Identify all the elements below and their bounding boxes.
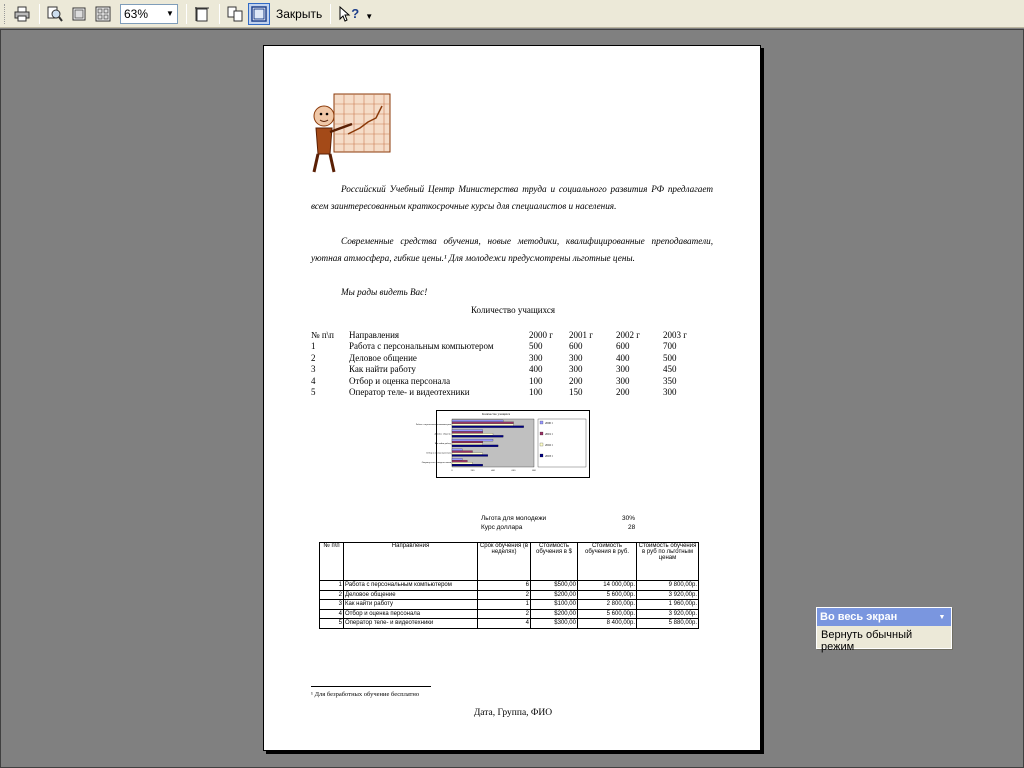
table-cell: 100 [529,375,543,386]
chart-bar [452,443,483,445]
chart-bar [452,433,493,435]
footnote: ¹ Для безработных обучение бесплатно [311,691,420,698]
table-cell: 100 [529,387,543,398]
chart-bar [452,458,462,460]
chart-category-label: Отбор и оценка персонала [426,452,451,455]
table-cell: 1 960,00р. [637,600,699,610]
table-row [320,581,699,591]
table-row [320,590,699,600]
chart-category-label: Оператор теле- и видеотехники [421,462,451,465]
table-cell: 3 [311,364,316,375]
prices-table [319,542,699,629]
table-row [320,600,699,610]
table-cell: Оператор теле- и видеотехники [344,619,478,629]
chart-tick-label: 800 [532,469,536,472]
table-cell: 700 [663,341,677,352]
chart-bar [452,464,483,466]
table-row [311,341,703,353]
chart-bar [452,453,483,455]
table-cell: 600 [616,341,630,352]
chart-tick-label: 400 [491,469,495,472]
table-cell: 400 [616,352,630,363]
full-screen-title-text: Во весь экран [820,611,898,623]
chart-legend-label: 2003 г [545,454,553,458]
table-cell: Работа с персональным компьютером [344,581,478,591]
discount-label: Льгота для молодежи [481,515,547,522]
table-cell: 2 [311,352,316,363]
chart-legend-label: 2002 г [545,443,553,447]
rate-label: Курс доллара [481,524,523,531]
table-cell: $300,00 [531,619,578,629]
table-header-cell: 2000 г [529,329,553,340]
table-header-cell: 2003 г [663,329,687,340]
table-cell: 1 [478,600,531,610]
table-cell: 500 [529,341,543,352]
full-screen-toolbar-title[interactable] [817,608,951,626]
table-header-row [320,543,699,581]
shrink-to-fit-button[interactable] [224,3,246,25]
chart-legend-swatch [540,421,543,424]
table-header-cell: № п\п [311,329,334,340]
full-screen-icon [251,6,267,22]
table-cell: 500 [663,352,677,363]
table-header-cell: Стоимость обучения в $ [531,543,578,581]
document-page [263,45,761,751]
toolbar-separator [330,4,331,24]
magnifier-icon [47,6,63,22]
table-cell: 2 [478,609,531,619]
rate-value: 28 [628,524,636,531]
table-cell: 3 920,00р. [637,609,699,619]
table-cell: 4 [478,619,531,629]
table-header-cell: Стоимость обучения в руб по льготным ценам [637,543,699,581]
table-cell: Отбор и оценка персонала [349,375,451,386]
table-cell: 350 [663,375,677,386]
table-cell: 3 [320,600,344,610]
help-question-mark: ? [351,6,360,21]
one-page-icon [71,6,87,22]
chevron-down-icon[interactable]: ▼ [938,613,946,621]
help-arrow-icon [339,6,351,22]
chart-bar [452,430,483,432]
table-header-cell: 2002 г [616,329,640,340]
table-cell: 200 [616,387,630,398]
chart-bar [452,422,514,424]
table-row [311,387,703,399]
table-cell: 2 [478,590,531,600]
discount-value: 30% [622,515,636,522]
table-cell: 2 800,00р. [578,600,637,610]
chart-bar [452,445,498,447]
table-cell: 600 [569,341,583,352]
table-header-cell: Срок обучения (в неделях) [478,543,531,581]
table-cell: $200,00 [531,590,578,600]
table-cell: 4 [311,375,316,386]
table-cell: 3 920,00р. [637,590,699,600]
table-cell: 300 [529,352,543,363]
table-header-cell: № п\п [320,543,344,581]
full-screen-toolbar [816,607,952,653]
context-help-button[interactable] [335,3,363,25]
one-page-button[interactable] [68,3,90,25]
table-cell: 1 [320,581,344,591]
chart-legend-label: 2001 г [545,432,553,436]
table-row [311,352,703,364]
students-table [311,329,703,398]
table-cell: Как найти работу [344,600,478,610]
table-row [320,619,699,629]
table-cell: 200 [569,375,583,386]
page-footer: Дата, Группа, ФИО [473,708,553,718]
print-preview-toolbar [0,0,1024,28]
chart-tick-label: 0 [451,469,453,472]
table-cell: Отбор и оценка персонала [344,609,478,619]
multiple-pages-button[interactable] [92,3,114,25]
table-title: Количество учащихся [471,305,555,315]
chart-category-label: Деловое общение [434,433,451,436]
table-cell: 2 [320,590,344,600]
table-cell: 400 [529,364,543,375]
chart-bar [452,462,473,464]
table-cell: 5 [311,387,316,398]
teacher-chart-clipart [308,94,392,174]
table-cell: Деловое общение [349,352,417,363]
table-row [320,609,699,619]
chart-bar [452,439,493,441]
table-cell: 5 880,00р. [637,619,699,629]
table-cell: 300 [663,387,677,398]
print-button[interactable] [11,3,33,25]
table-cell: Как найти работу [349,364,416,375]
table-header-cell: Направления [344,543,478,581]
shrink-to-fit-icon [227,6,243,22]
view-ruler-button[interactable] [191,3,213,25]
toolbar-separator [39,4,40,24]
multiple-pages-icon [95,6,111,22]
table-cell: $100,00 [531,600,578,610]
intro-paragraph: Российский Учебный Центр Министерства труда и социального развития РФ предлагает всем заинтересованным краткосрочные курсы для специалистов и населения. [311,184,713,212]
table-cell: 9 800,00р. [637,581,699,591]
table-cell: 14 000,00р. [578,581,637,591]
chart-legend-swatch [540,443,543,446]
ruler-icon [194,6,210,22]
restore-normal-mode-button[interactable]: Вернуть обычный режим [821,629,913,653]
close-preview-button[interactable]: Закрыть [276,6,323,21]
chart-legend-label: 2000 г [545,421,553,425]
chart-tick-label: 200 [470,469,475,472]
chart-title: Количество учащихся [482,412,510,416]
table-cell: 300 [616,375,630,386]
chart-category-label: Работа с персональным компьютером [415,423,451,426]
table-cell: 5 [320,619,344,629]
zoom-select[interactable] [120,4,178,24]
table-cell: 6 [478,581,531,591]
table-cell: Оператор теле- и видеотехники [349,387,470,398]
chart-tick-label: 600 [511,469,516,472]
table-header-cell: 2001 г [569,329,593,340]
table-cell: $500,00 [531,581,578,591]
table-row [311,364,703,376]
chart-legend-swatch [540,432,543,435]
chevron-down-icon[interactable]: ▼ [166,9,174,18]
table-cell: $200,00 [531,609,578,619]
chart-bar [452,435,503,437]
table-row [311,375,703,387]
table-cell: Деловое общение [344,590,478,600]
table-header-row [311,329,703,341]
printer-icon [14,6,30,22]
chart-bar [452,426,524,428]
chart-legend-swatch [540,454,543,457]
students-chart [415,410,590,478]
table-cell: 300 [569,352,583,363]
magnifier-button[interactable] [44,3,66,25]
chart-bar [452,420,503,422]
chart-category-label: Как найти работу [434,443,451,445]
toolbar-grip[interactable] [4,4,7,24]
table-cell: 1 [311,341,316,352]
table-cell: 300 [616,364,630,375]
chart-bar [452,424,514,426]
table-cell: 5 600,00р. [578,590,637,600]
zoom-value: 63% [124,6,149,21]
toolbar-options-chevron[interactable]: ▼ [365,12,374,21]
table-cell: 4 [320,609,344,619]
chart-bar [452,431,483,433]
chart-bar [452,449,462,451]
chart-bar [452,460,467,462]
toolbar-separator [219,4,220,24]
chart-bar [452,441,483,443]
table-header-cell: Стоимость обучения в руб. [578,543,637,581]
full-screen-button[interactable] [248,3,270,25]
welcome-paragraph: Мы рады видеть Вас! [341,287,428,297]
table-cell: 150 [569,387,583,398]
table-cell: 300 [569,364,583,375]
chart-bar [452,455,488,457]
table-cell: Работа с персональным компьютером [349,341,494,352]
footnote-separator [311,686,431,687]
table-cell: 8 400,00р. [578,619,637,629]
table-cell: 5 600,00р. [578,609,637,619]
table-header-cell: Направления [349,329,400,340]
toolbar-separator [186,4,187,24]
chart-bar [452,451,473,453]
table-cell: 450 [663,364,677,375]
features-paragraph: Современные средства обучения, новые методики, квалифицированные преподаватели, уютная атмосфера, гибкие цены.¹ Для молодежи предусмотрены льготные цены. [311,236,713,264]
